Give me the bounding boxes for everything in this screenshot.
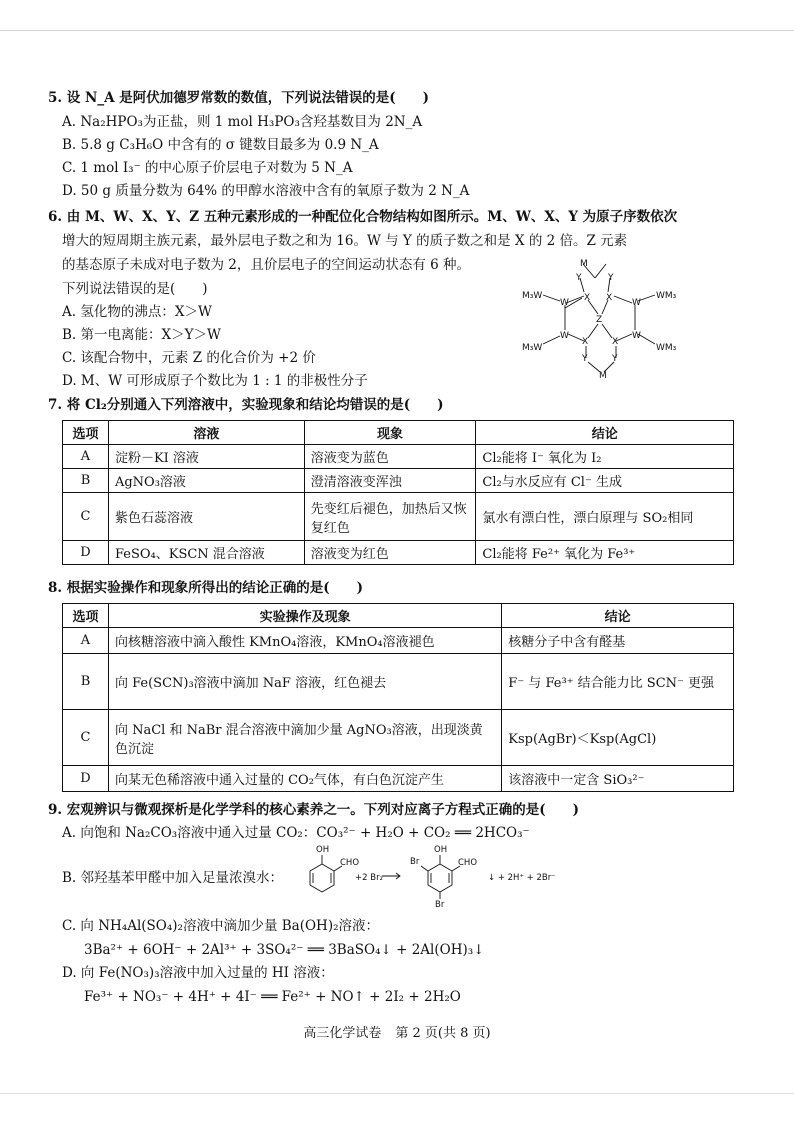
- q9-option-a: A. 向饱和 Na₂CO₃溶液中通入过量 CO₂：CO₃²⁻ + H₂O + CO₂ ══ 2HCO₃⁻: [62, 825, 530, 841]
- q9-option-b: B. 邻羟基苯甲醛中加入足量浓溴水：: [62, 870, 284, 886]
- rxn-label: CHO: [340, 858, 360, 868]
- page-number: 第 2 页(共 8 页): [395, 1026, 491, 1041]
- table-cell: 紫色石蕊溶液: [108, 493, 304, 541]
- column-header: 现象: [304, 421, 476, 445]
- q9-option-c: C. 向 NH₄Al(SO₄)₂溶液中滴加少量 Ba(OH)₂溶液：: [62, 918, 380, 934]
- diagram-label: Y: [608, 273, 614, 283]
- table-cell: Cl₂能将 I⁻ 氧化为 I₂: [476, 445, 734, 469]
- diagram-label: WM₃: [656, 343, 677, 353]
- q6-option-b: B. 第一电离能：X＞Y＞W: [62, 327, 221, 343]
- q5-stem: 5. 设 N_A 是阿伏加德罗常数的数值，下列说法错误的是( ): [48, 90, 430, 106]
- q7-table: [62, 420, 734, 565]
- table-cell: 溶液变为红色: [304, 541, 476, 565]
- table-row: [63, 445, 734, 469]
- q6-stem-line-3: 的基态原子未成对电子数为 2，且价层电子的空间运动状态有 6 种。: [62, 257, 471, 273]
- diagram-label: Y: [612, 354, 618, 364]
- q5-option-a: A. Na₂HPO₃为正盐，则 1 mol H₃PO₃含羟基数目为 2N_A: [62, 114, 423, 130]
- diagram-label: M₃W: [522, 343, 543, 353]
- diagram-label: Z: [596, 315, 603, 325]
- diagram-label: X: [582, 337, 589, 347]
- q6-option-a: A. 氢化物的沸点：X＞W: [62, 304, 212, 320]
- q5-option-c: C. 1 mol I₃⁻ 的中心原子价层电子对数为 5 N_A: [62, 160, 353, 176]
- diagram-label: W: [632, 298, 641, 308]
- table-row: [63, 493, 734, 541]
- table-cell: F⁻ 与 Fe³⁺ 结合能力比 SCN⁻ 更强: [502, 654, 734, 710]
- rxn-label: Br: [410, 857, 420, 867]
- q9-option-c-equation: 3Ba²⁺ + 6OH⁻ + 2Al³⁺ + 3SO₄²⁻ ══ 3BaSO₄↓ + 2Al(OH)₃↓: [84, 942, 485, 958]
- table-cell: C: [63, 710, 109, 766]
- rxn-label: Br: [435, 900, 445, 908]
- table-cell: 该溶液中一定含 SiO₃²⁻: [502, 766, 734, 792]
- top-rule: [0, 30, 794, 31]
- diagram-label: Y: [576, 273, 582, 283]
- rxn-label: ↓ + 2H⁺ + 2Br⁻: [488, 873, 556, 883]
- table-cell: 向某无色稀溶液中通入过量的 CO₂气体，有白色沉淀产生: [108, 766, 501, 792]
- column-header: 选项: [63, 421, 109, 445]
- table-cell: 先变红后褪色，加热后又恢复红色: [304, 493, 476, 541]
- table-cell: B: [63, 469, 109, 493]
- table-cell: AgNO₃溶液: [108, 469, 304, 493]
- table-cell: Cl₂与水反应有 Cl⁻ 生成: [476, 469, 734, 493]
- table-cell: 核糖分子中含有醛基: [502, 628, 734, 654]
- table-cell: A: [63, 628, 109, 654]
- table-cell: Cl₂能将 Fe²⁺ 氧化为 Fe³⁺: [476, 541, 734, 565]
- column-header: 溶液: [108, 421, 304, 445]
- table-row: [63, 628, 734, 654]
- diagram-label: X: [612, 337, 619, 347]
- q9-option-d-equation: Fe³⁺ + NO₃⁻ + 4H⁺ + 4I⁻ ══ Fe²⁺ + NO↑ + 2I₂ + 2H₂O: [84, 989, 461, 1005]
- column-header: 实验操作及现象: [108, 604, 501, 628]
- table-cell: 澄清溶液变浑浊: [304, 469, 476, 493]
- diagram-label: W: [560, 331, 569, 341]
- rxn-label: CHO: [458, 858, 478, 868]
- bottom-rule: [0, 1093, 794, 1094]
- table-cell: 溶液变为蓝色: [304, 445, 476, 469]
- table-cell: A: [63, 445, 109, 469]
- q5-option-b: B. 5.8 g C₃H₆O 中含有的 σ 键数目最多为 0.9 N_A: [62, 137, 379, 153]
- rxn-label: OH: [434, 845, 448, 855]
- diagram-label: W: [560, 298, 569, 308]
- diagram-label: X: [584, 293, 591, 303]
- q9-stem: 9. 宏观辨识与微观探析是化学学科的核心素养之一。下列对应离子方程式正确的是( ): [48, 802, 580, 818]
- table-row: [63, 541, 734, 565]
- table-row: [63, 766, 734, 792]
- table-header-row: [63, 421, 734, 445]
- table-cell: 氯水有漂白性，漂白原理与 SO₂相同: [476, 493, 734, 541]
- table-cell: 淀粉－KI 溶液: [108, 445, 304, 469]
- diagram-label: M: [580, 259, 588, 269]
- diagram-label: Y: [582, 354, 588, 364]
- q6-stem-line-2: 增大的短周期主族元素，最外层电子数之和为 16。W 与 Y 的质子数之和是 X 的 2 倍。Z 元素: [62, 233, 628, 249]
- exam-title: 高三化学试卷: [303, 1026, 382, 1041]
- q6-prompt: 下列说法错误的是( ): [62, 281, 208, 297]
- diagram-label: M: [599, 371, 607, 378]
- q5-option-d: D. 50 g 质量分数为 64% 的甲醇水溶液中含有的氧原子数为 2 N_A: [62, 183, 470, 199]
- page-footer: [0, 1022, 794, 1041]
- q6-stem-line-1: 6. 由 M、W、X、Y、Z 五种元素形成的一种配位化合物结构如图所示。M、W、X、Y 为原子序数依次: [48, 209, 678, 225]
- table-row: [63, 469, 734, 493]
- column-header: 结论: [502, 604, 734, 628]
- coordination-compound-diagram: [520, 258, 690, 378]
- table-cell: D: [63, 766, 109, 792]
- bromination-reaction-scheme: [300, 842, 570, 908]
- table-row: [63, 654, 734, 710]
- rxn-label: OH: [316, 845, 330, 855]
- table-cell: D: [63, 541, 109, 565]
- q8-stem: 8. 根据实验操作和现象所得出的结论正确的是( ): [48, 580, 364, 596]
- column-header: 结论: [476, 421, 734, 445]
- table-cell: 向核糖溶液中滴入酸性 KMnO₄溶液，KMnO₄溶液褪色: [108, 628, 501, 654]
- q9-option-d: D. 向 Fe(NO₃)₃溶液中加入过量的 HI 溶液：: [62, 965, 334, 981]
- q8-table: [62, 603, 734, 792]
- q6-option-c: C. 该配合物中，元素 Z 的化合价为 +2 价: [62, 350, 316, 366]
- rxn-label: +2 Br₂: [355, 873, 383, 883]
- table-cell: C: [63, 493, 109, 541]
- table-cell: 向 Fe(SCN)₃溶液中滴加 NaF 溶液，红色褪去: [108, 654, 501, 710]
- table-cell: FeSO₄、KSCN 混合溶液: [108, 541, 304, 565]
- diagram-label: WM₃: [656, 291, 677, 301]
- column-header: 选项: [63, 604, 109, 628]
- table-cell: Ksp(AgBr)＜Ksp(AgCl): [502, 710, 734, 766]
- diagram-label: W: [632, 331, 641, 341]
- diagram-label: M₃W: [522, 291, 543, 301]
- q6-option-d: D. M、W 可形成原子个数比为 1 : 1 的非极性分子: [62, 373, 368, 389]
- table-cell: B: [63, 654, 109, 710]
- table-row: [63, 710, 734, 766]
- table-header-row: [63, 604, 734, 628]
- diagram-label: X: [606, 293, 613, 303]
- q7-stem: 7. 将 Cl₂分别通入下列溶液中，实验现象和结论均错误的是( ): [48, 397, 444, 413]
- table-cell: 向 NaCl 和 NaBr 混合溶液中滴加少量 AgNO₃溶液，出现淡黄色沉淀: [108, 710, 501, 766]
